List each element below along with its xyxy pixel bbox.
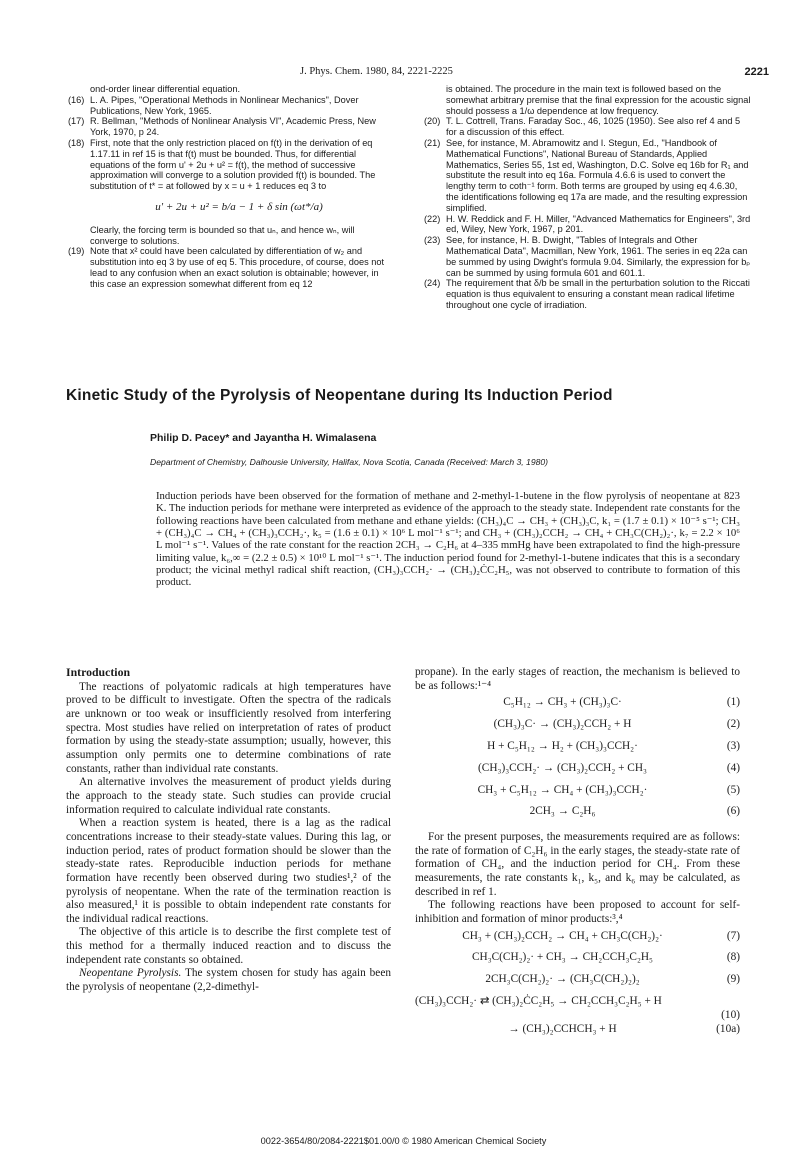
reaction-text: (CH₃)₃CCH₂· ⇄ (CH₃)₂ĊC₂H₅ → CH₂CCH₃C₂H₅ + H [415,995,662,1008]
paragraph: propane). In the early stages of reaction, the mechanism is believed to be as follows:¹⁻⁴ [415,666,740,692]
reference-number: (16) [68,94,85,105]
reaction-text: CH₃ + (CH₃)₂CCH₂ → CH₄ + CH₃C(CH₂)₂· [462,929,663,942]
reaction-equation [415,762,740,784]
reaction-number: (1) [726,696,740,709]
reaction-number: (7) [726,929,740,942]
reaction-text: 2CH₃C(CH₂)₂· → (CH₃C(CH₂)₂)₂ [485,973,640,986]
reference-text: See, for instance, H. B. Dwight, "Tables of Integrals and Other Mathematical Data", Macmillan, New York, 1961. The series in eq 22a can be summed by using Dwight's formula 9.04. Similarly, the expression for bₚ can be summed by using formula 601 and 601.1. [446,235,751,278]
body-right-column [415,666,740,1044]
reaction-text: H + C₅H₁₂ → H₂ + (CH₃)₃CCH₂· [487,739,638,752]
journal-citation: J. Phys. Chem. 1980, 84, 2221-2225 [300,66,453,77]
reference-text: First, note that the only restriction placed on f(t) in the derivation of eq 1.17.11 in ref 15 is that f(t) must be bounded. Thus, for differential equations of the form u' + 2u + u² = f(t), the method of successive approximation will converge to a solution provided f(t) is bounded. The substitution of t* = at followed by x = u + 1 reduces eq 3 to [90,137,376,192]
reaction-number: (8) [726,951,740,964]
reaction-number: (2) [726,718,740,731]
mechanism-reactions [415,696,740,827]
reaction-equation [415,696,740,718]
reference-number: (18) [68,137,85,148]
reaction-number: (5) [726,783,740,796]
paragraph: For the present purposes, the measurements required are as follows: the rate of formation of C₂H₆ in the early stages, the steady-state rate of formation of CH₄, and the induction period for CH₄. From these measurements, the rate constants k₁, k₅, and k₆ may be calculated, as described in ref 1. [415,831,740,898]
reference-text: H. W. Reddick and F. H. Miller, "Advanced Mathematics for Engineers", 3rd ed, Wiley, New York, 1967, p 201. [446,213,751,235]
references-right-column [424,84,752,311]
reference-text: T. L. Cottrell, Trans. Faraday Soc., 46, 1025 (1950). See also ref 4 and 5 for a discussion of this effect. [446,116,741,138]
reference-number: (21) [424,137,441,148]
reaction-equation [415,930,740,952]
reference-number: (24) [424,278,441,289]
reference-text: R. Bellman, "Methods of Nonlinear Analysis VI", Academic Press, New York, 1970, p 24. [90,116,376,138]
reaction-text: CH₃ + C₅H₁₂ → CH₄ + (CH₃)₃CCH₂· [477,783,648,796]
reference-17 [68,116,390,138]
reference-19 [68,246,390,289]
reference-number: (22) [424,213,441,224]
paragraph: When a reaction system is heated, there is a lag as the radical concentrations increase to their steady-state values. During this lag, or induction period, rates of product formation should be slower than the steady-state rates. Reproducible induction periods for methane formation have recently been observed during two studies¹,² of the pyrolysis of neopentane. When the rate of the termination reaction is also measured,¹ it is possible to obtain independent rate constants for the individual radical reactions. [66,817,391,925]
body-left-column [66,666,391,995]
reaction-equation [415,740,740,762]
reaction-number: (9) [726,973,740,986]
reaction-number: (4) [726,761,740,774]
reference-equation: u' + 2u + u² = b/a − 1 + δ sin (ωt*/a) [155,200,323,213]
reaction-number: (10a) [716,1022,740,1035]
reaction-number: (3) [726,739,740,752]
abstract: Induction periods have been observed for the formation of methane and 2-methyl-1-butene in the flow pyrolysis of neopentane at 823 K. The induction periods for methane were interpreted as evidence of the approach to the steady state. Independent rate constants for the following reactions have been calculated from methane and ethane yields: (CH₃)₄C → CH₃ + (CH₃)₃C, k₁ = (1.7 ± 0.1) × 10⁻⁵ s⁻¹; CH₃ + (CH₃)₄C → CH₄ + (CH₃)₃CCH₂·, k₅ = (1.6 ± 0.1) × 10⁶ L mol⁻¹ s⁻¹; and CH₃ + (CH₃)₂CCH₂ → CH₄ + CH₃C(CH₂)₂·, k₇ = 2.2 × 10⁶ L mol⁻¹ s⁻¹. Values of the rate constant for the reaction 2CH₃ → C₂H₆ at 4–335 mmHg have been extrapolated to find the high-pressure limiting value, k₆,∞ = (2.2 ± 0.5) × 10¹⁰ L mol⁻¹ s⁻¹. The induction period found for 2-methyl-1-butene indicates that this is a secondary product; the vicinal methyl radical shift reaction, (CH₃)₃CCH₂· → (CH₃)₂ĊC₂H₅, was not observed to contribute to formation of this product. [156,490,740,589]
paragraph [66,967,391,994]
reaction-text: C₅H₁₂ → CH₃ + (CH₃)₃C· [503,696,622,709]
reference-number: (19) [68,246,85,257]
page-number: 2221 [744,66,769,78]
reference-text: L. A. Pipes, "Operational Methods in Nonlinear Mechanics", Dover Publications, New York, 1965. [90,94,359,116]
paragraph: An alternative involves the measurement of product yields during the approach to the steady state. Such studies can provide crucial information required to calculate individual rate constants. [66,776,391,816]
reaction-equation [415,1023,740,1045]
reaction-equation [415,718,740,740]
paragraph: The following reactions have been proposed to account for self-inhibition and formation of minor products:³,⁴ [415,899,740,926]
reaction-text: (CH₃)₃C· → (CH₃)₂CCH₂ + H [493,718,632,731]
reference-23 [424,235,752,278]
references-left-column [68,84,390,290]
paragraph: The reactions of polyatomic radicals at high temperatures have proved to be difficult to investigate. Often the spectra of the radicals are unknown or too weak or insufficiently resolved from interfering spectra. Most studies have relied on interpretation of rates of product formation by using the steady-state assumption; usually, however, this assumption only permits one to determine combinations of rate constants, rather than individual rate constants. [66,680,391,775]
reaction-text: → (CH₃)₂CCHCH₃ + H [508,1022,617,1035]
reference-16 [68,95,390,117]
reaction-number: (10) [721,1008,740,1021]
reference-continuation: is obtained. The procedure in the main text is followed based on the somewhat arbitrary premise that the final expression for the acoustic signal should possess a 1/ω dependence at low frequency. [446,84,751,116]
run-in-heading: Neopentane Pyrolysis. [79,967,182,980]
reaction-text: (CH₃)₃CCH₂· → (CH₃)₂CCH₂ + CH₃ [478,761,647,774]
reaction-text: 2CH₃ → C₂H₆ [529,805,596,818]
reference-21 [424,138,752,214]
section-heading: Introduction [66,665,131,679]
reference-continuation: ond-order linear differential equation. [90,84,240,94]
reaction-number: (6) [726,805,740,818]
reaction-equation [415,1009,740,1023]
reference-number: (23) [424,235,441,246]
minor-product-reactions [415,930,740,1045]
reference-continuation: Clearly, the forcing term is bounded so that uₙ, and hence wₙ, will converge to solutions. [90,224,355,246]
reaction-text: CH₃C(CH₂)₂· + CH₃ → CH₂CCH₃C₂H₅ [472,951,653,964]
reference-18 [68,138,390,192]
reference-20 [424,116,752,138]
reference-22 [424,214,752,236]
reference-text: Note that x² could have been calculated by differentiation of w₂ and substitution into eq 3 by use of eq 5. This procedure, of course, does not lead to any confusion when an exact solution is obtainable; however, in this case an expression somewhat different from eq 12 [90,246,385,289]
reference-number: (17) [68,116,85,127]
reference-24 [424,278,752,310]
reaction-equation [415,995,740,1009]
article-authors: Philip D. Pacey* and Jayantha H. Wimalasena [150,432,377,444]
page-footer: 0022-3654/80/2084-2221$01.00/0 © 1980 American Chemical Society [260,1136,547,1146]
paragraph-text: The system chosen for study has again been the pyrolysis of neopentane (2,2-dimethyl- [66,967,391,994]
reaction-equation [415,951,740,973]
article-title: Kinetic Study of the Pyrolysis of Neopentane during Its Induction Period [66,387,613,404]
article-affiliation: Department of Chemistry, Dalhousie University, Halifax, Nova Scotia, Canada (Received: March 3, 1980) [150,457,549,467]
reference-text: See, for instance, M. Abramowitz and I. Stegun, Ed., "Handbook of Mathematical Functions", National Bureau of Standards, Applied Mathematics, Series 55, 1st ed, Washington, D.C. Solve eq 16b for R₁ and substitute the result into eq 16a. Formula 4.6.6 is used to convert the lengthy term to coth⁻¹ form. Both terms are grouped by using eq 4.6.30, the identifications following eq 17a are made, and the resulting expression simplified. [446,137,749,213]
reaction-equation [415,973,740,995]
reference-number: (20) [424,116,441,127]
reaction-equation [415,805,740,827]
paragraph: The objective of this article is to describe the first complete test of this method for a thermally induced reaction and to discuss the independent rate constants so obtained. [66,926,391,966]
reference-text: The requirement that δ/b be small in the perturbation solution to the Riccati equation is thus equivalent to ensuring a constant mean radical lifetime throughout one cycle of irradiation. [446,278,750,310]
reaction-equation [415,784,740,806]
